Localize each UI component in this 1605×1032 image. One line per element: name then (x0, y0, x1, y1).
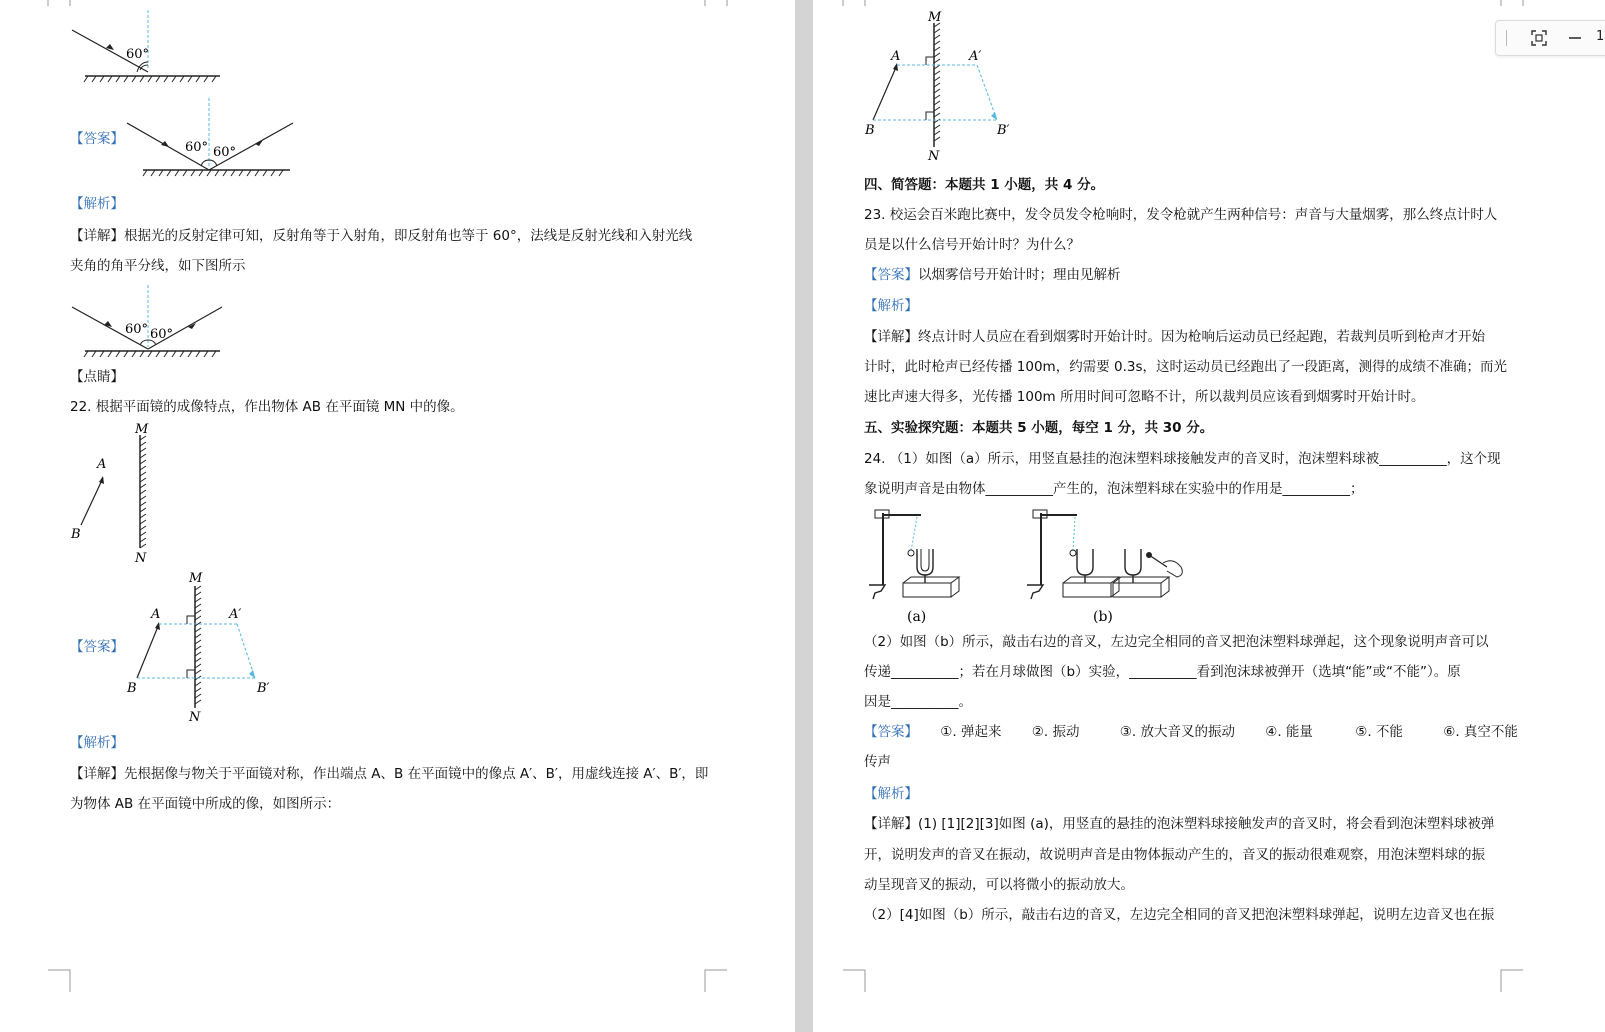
fit-page-icon[interactable] (1528, 27, 1550, 49)
angle-label-left: 60° (185, 140, 209, 155)
question-mirror-figure (65, 420, 165, 565)
angle-label-left: 60° (125, 322, 149, 337)
detail-text-line: 夹角的角平分线，如下图所示 (70, 258, 246, 274)
point-label-b-image: B′ (997, 123, 1010, 138)
answer-line (864, 266, 1121, 284)
question-24-part2-cont: 因是__________。 (864, 694, 972, 710)
page-gap (795, 0, 813, 1032)
reflection-detail-figure (70, 285, 230, 363)
question-24: 24. （1）如图（a）所示，用竖直悬挂的泡沫塑料球接触发声的音叉时，泡沫塑料球被__________，这个现 (864, 451, 1501, 467)
zoom-out-icon[interactable] (1564, 27, 1586, 49)
point-label-b: B (127, 681, 137, 696)
figure-label-a: (a) (907, 609, 927, 625)
mirror-label-n: N (928, 149, 940, 164)
question-23-cont: 员是以什么信号开始计时？为什么？ (864, 237, 1080, 253)
answer-tag: 【答案】 (70, 639, 124, 655)
detail-text-line: 开，说明发声的音叉在振动，故说明声音是由物体振动产生的，音叉的振动很难观察，用泡沫塑料球的振 (864, 847, 1485, 863)
answer-item: ⑥. 真空不能 (1443, 724, 1518, 740)
question-23: 23. 校运会百米跑比赛中，发令员发令枪响时，发令枪就产生两种信号：声音与大量烟雾，那么终点计时人 (864, 207, 1498, 223)
tuning-fork-figure (863, 505, 1203, 630)
point-label-a-image: A′ (969, 49, 982, 64)
detail-text-line: （2）[4]如图（b）所示，敲击右边的音叉，左边完全相同的音叉把泡沫塑料球弹起，说明左边音叉也在振 (864, 907, 1495, 923)
section-heading: 五、实验探究题：本题共 5 小题，每空 1 分，共 30 分。 (864, 420, 1214, 436)
document-page-right (813, 0, 1605, 1032)
answer-item: ②. 振动 (1031, 724, 1080, 740)
analysis-tag: 【解析】 (70, 196, 124, 212)
analysis-tag: 【解析】 (70, 735, 124, 751)
zoom-toolbar (1495, 20, 1605, 56)
incident-ray-figure (70, 10, 230, 85)
answer-tag: 【答案】 (864, 724, 918, 740)
mirror-label-m: M (928, 10, 942, 25)
figure-label-b: (b) (1093, 609, 1113, 625)
question-24-part2-cont: 传递__________；若在月球做图（b）实验，__________看到泡沫球被弹开（选填“能”或“不能”）。原 (864, 664, 1461, 680)
point-label-b: B (71, 527, 81, 542)
point-label-a: A (97, 457, 107, 472)
answer-mirror-figure-top (865, 5, 1025, 165)
answer-mirror-figure (125, 568, 285, 728)
answer-item: ③. 放大音叉的振动 (1119, 724, 1235, 740)
answer-cont: 传声 (864, 754, 891, 770)
detail-text-line: 为物体 AB 在平面镜中所成的像，如图所示： (70, 796, 341, 812)
toolbar-separator (1506, 30, 1507, 46)
detail-text-line: 计时，此时枪声已经传播 100m，约需要 0.3s，这时运动员已经跑出了一段距离，测得的成绩不准确；而光 (864, 359, 1508, 375)
tuning-fork-a (869, 510, 959, 625)
answer-item: ⑤. 不能 (1355, 724, 1403, 740)
detail-text-line: 动呈现音叉的振动，可以将微小的振动放大。 (864, 877, 1134, 893)
answer-line (864, 723, 1518, 741)
point-label-b-image: B′ (257, 681, 270, 696)
point-label-a: A (151, 607, 161, 622)
question-22: 22. 根据平面镜的成像特点，作出物体 AB 在平面镜 MN 中的像。 (70, 399, 464, 415)
question-24-cont: 象说明声音是由物体__________产生的，泡沫塑料球在实验中的作用是__________； (864, 481, 1364, 497)
detail-text-line: 【详解】根据光的反射定律可知，反射角等于入射角，即反射角也等于 60°，法线是反射光线和入射光线 (70, 228, 693, 244)
answer-item: ④. 能量 (1265, 724, 1313, 740)
mirror-label-m: M (189, 571, 203, 586)
point-label-a-image: A′ (229, 607, 242, 622)
detail-text-line: 【详解】(1) [1][2][3]如图 (a)，用竖直的悬挂的泡沫塑料球接触发声的音叉时，将会看到泡沫塑料球被弹 (864, 816, 1495, 832)
reflection-answer-figure (125, 98, 300, 180)
answer-tag: 【答案】 (864, 267, 918, 283)
detail-text-line: 【详解】先根据像与物关于平面镜对称，作出端点 A、B 在平面镜中的像点 A′、B′，用虚线连接 A′、B′，即 (70, 766, 709, 782)
question-24-part2: （2）如图（b）所示，敲击右边的音叉，左边完全相同的音叉把泡沫塑料球弹起，这个现象说明声音可以 (864, 634, 1489, 650)
angle-label-right: 60° (150, 327, 174, 342)
answer-text: 以烟雾信号开始计时；理由见解析 (918, 267, 1121, 283)
analysis-tag: 【解析】 (864, 298, 918, 314)
comment-tag: 【点睛】 (70, 369, 124, 385)
angle-label-right: 60° (213, 145, 237, 160)
mirror-label-m: M (135, 422, 149, 437)
point-label-b: B (865, 123, 875, 138)
answer-tag: 【答案】 (70, 131, 124, 147)
zoom-level: 1 (1596, 29, 1605, 44)
mirror-label-n: N (135, 551, 147, 566)
answer-item: ①. 弹起来 (940, 724, 1002, 740)
analysis-tag: 【解析】 (864, 786, 918, 802)
tuning-fork-b (1027, 510, 1182, 625)
point-label-a: A (891, 49, 901, 64)
section-heading: 四、简答题：本题共 1 小题，共 4 分。 (864, 177, 1105, 193)
mirror-label-n: N (189, 710, 201, 725)
angle-label: 60° (126, 47, 150, 62)
document-page-left (0, 0, 795, 1032)
detail-text-line: 速比声速大得多，光传播 100m 所用时间可忽略不计，所以裁判员应该看到烟雾时开始计时。 (864, 389, 1425, 405)
detail-text-line: 【详解】终点计时人员应在看到烟雾时开始计时。因为枪响后运动员已经起跑，若裁判员听到枪声才开始 (864, 329, 1485, 345)
